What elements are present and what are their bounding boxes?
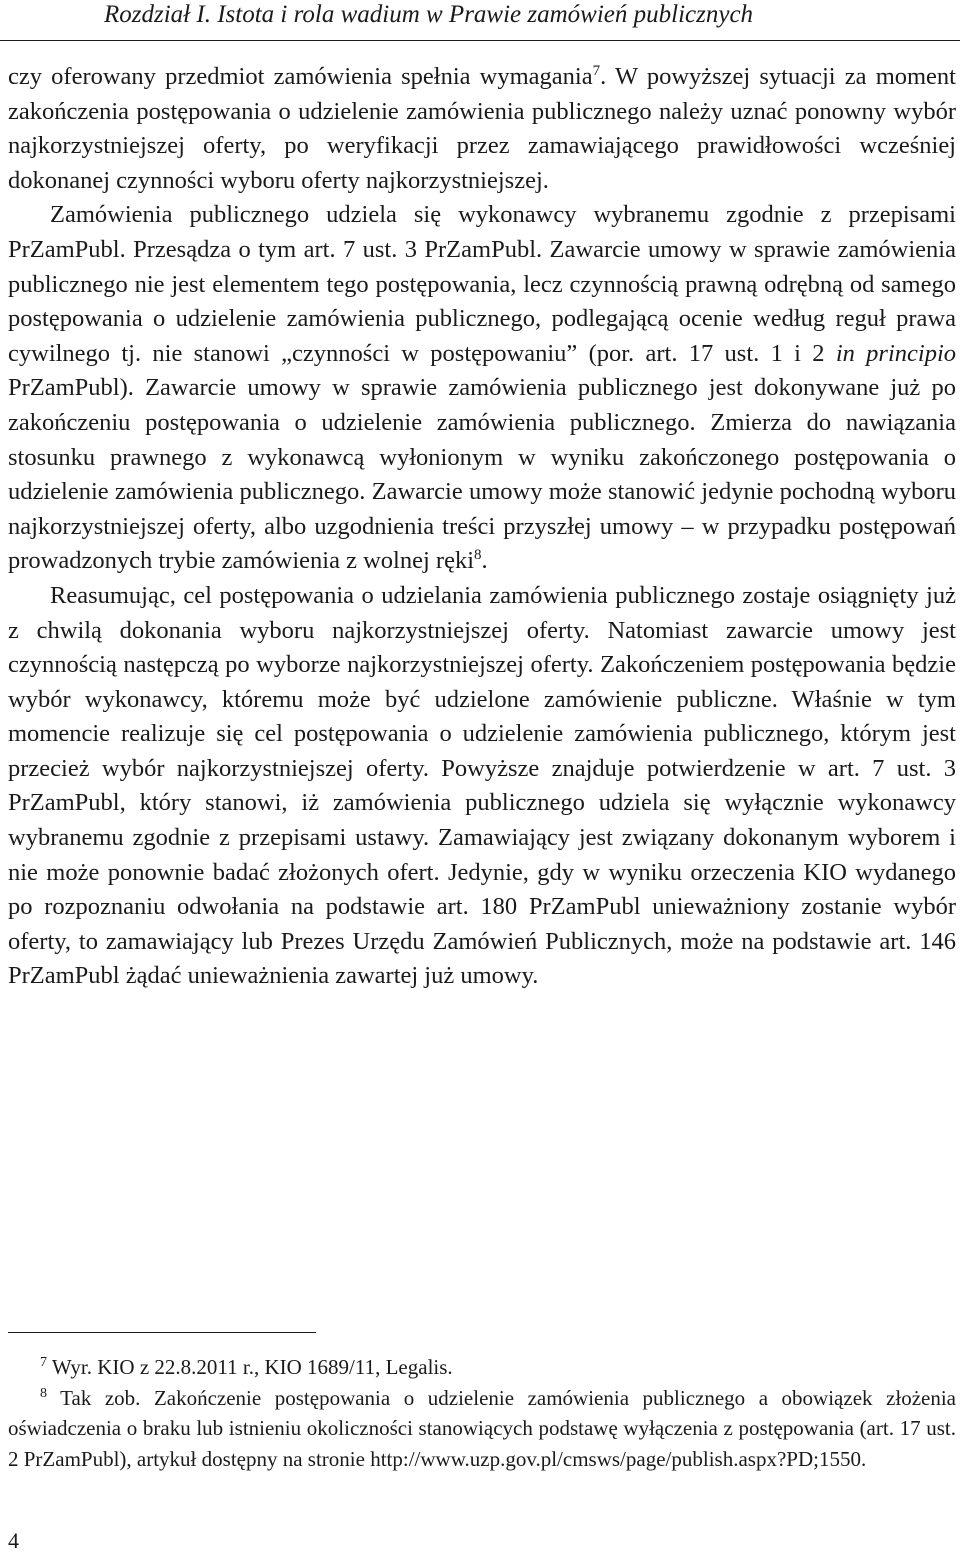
header-rule [0,40,960,41]
body-text [8,60,956,994]
text-segment: PrZamPubl). Zawarcie umowy w sprawie zamówienia publicznego jest dokonywane już po zakończeniu postępowania o udzielenie zamówienia publicznego. Zmierza do nawiązania stosunku prawnego z wykonawcą wyłonionym w wyniku zakończonego postępowania o udzielenie zamówienia publicznego. Zawarcie umowy może stanowić jedynie pochodną wyboru najkorzystniejszej oferty, albo uzgodnienia treści przyszłej umowy – w przypadku postępowań prowadzonych trybie zamówienia z wolnej ręki [8,374,956,575]
footnote-text: Wyr. KIO z 22.8.2011 r., KIO 1689/11, Legalis. [47,1355,453,1379]
paragraph-1 [8,60,956,198]
italic-phrase: in principio [835,339,957,367]
footnote-8 [8,1383,956,1475]
paragraph-2 [8,198,956,579]
text-segment: . [481,547,488,575]
footnote-ref-7: 7 [592,62,601,79]
footnote-text: Tak zob. Zakończenie postępowania o udzielenie zamówienia publicznego a obowiązek złożenia oświadczenia o braku lub istnieniu okoliczności stanowiących podstawę wyłączenia z postępowania (art. 17 ust. 2 PrZamPubl), artykuł dostępny na stronie http://www.uzp.gov.pl/cmsws/page/publish.aspx?PD;1550. [8,1385,956,1471]
footnote-rule [8,1332,316,1333]
footnotes [8,1352,956,1474]
text-segment: Zamówienia publicznego udziela się wykonawcy wybranemu zgodnie z przepisami PrZamPubl. Przesądza o tym art. 7 ust. 3 PrZamPubl. Zawarcie umowy w sprawie zamówienia publicznego nie jest elementem tego postępowania, lecz czynnością prawną odrębną od samego postępowania o udzielenie zamówienia publicznego, podlegającą ocenie według reguł prawa cywilnego tj. nie stanowi „czynności w postępowaniu” (por. art. 17 ust. 1 i 2 [8,201,956,367]
running-header-title: Rozdział I. Istota i rola wadium w Prawie zamówień publicznych [104,1,754,28]
footnote-number: 7 [40,1355,47,1370]
paragraph-3 [8,579,956,994]
footnote-ref-8: 8 [474,547,482,564]
footnote-number: 8 [40,1385,47,1401]
text-segment: Reasumując, cel postępowania o udzielania zamówienia publicznego zostaje osiągnięty już z chwilą dokonania wyboru najkorzystniejszej oferty. Natomiast zawarcie umowy jest czynnością następczą po wyborze najkorzystniejszej oferty. Zakończeniem postępowania będzie wybór wykonawcy, któremu może być udzielone zamówienie publiczne. Właśnie w tym momencie realizuje się cel postępowania o udzielenie zamówienia publicznego, którym jest przecież wybór najkorzystniejszej oferty. Powyższe znajduje potwierdzenie w art. 7 ust. 3 PrZamPubl, który stanowi, iż zamówienia publicznego udziela się wyłącznie wykonawcy wybranemu zgodnie z przepisami ustawy. Zamawiający jest związany dokonanym wyborem i nie może ponownie badać złożonych ofert. Jedynie, gdy w wyniku orzeczenia KIO wydanego po rozpoznaniu odwołania na podstawie art. 180 PrZamPubl unieważniony zostanie wybór oferty, to zamawiający lub Prezes Urzędu Zamówień Publicznych, może na podstawie art. 146 PrZamPubl żądać unieważnienia zawartej już umowy. [8,581,956,990]
text-segment: czy oferowany przedmiot zamówienia spełnia wymagania [8,63,593,90]
text-segment: . W powyższej sytuacji za moment zakończenia postępowania o udzielenie zamówienia publicznego należy uznać ponowny wybór najkorzystniejszej oferty, po weryfikacji przez zamawiającego prawidłowości wcześniej dokonanej czynności wyboru oferty najkorzystniejszej. [8,63,956,194]
page-number: 4 [8,1528,19,1553]
footnote-7 [8,1352,956,1383]
